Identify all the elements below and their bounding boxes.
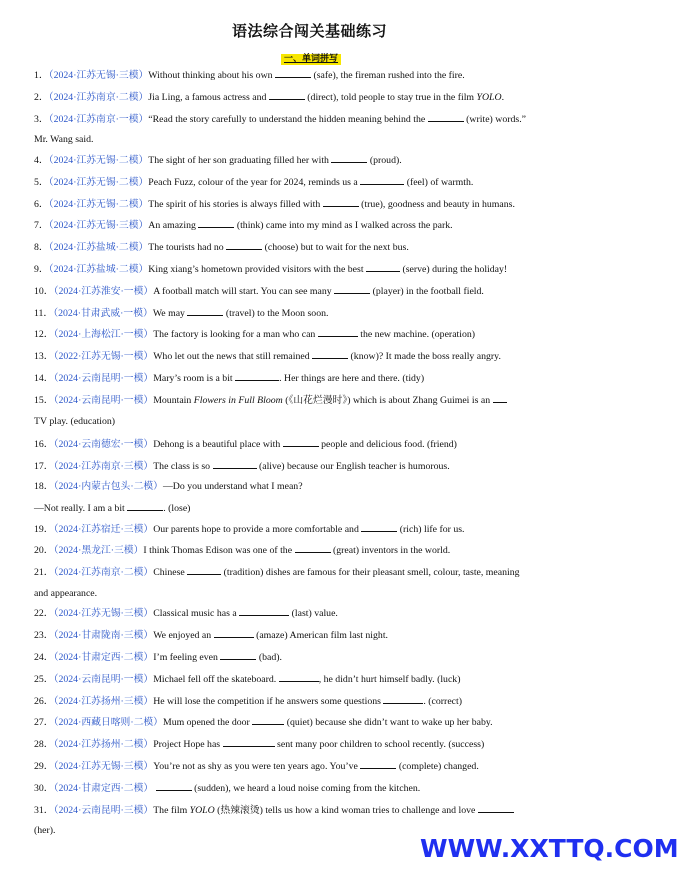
answer-blank-4[interactable] <box>331 153 367 163</box>
question-19: 19．（2024·江苏宿迁·三模）Our parents hope to provide a more comfortable and (rich) life for us. <box>34 524 465 535</box>
question-3-continued: Mr. Wang said. <box>34 134 94 145</box>
page-title: 语法综合闯关基础练习 <box>231 22 387 40</box>
answer-blank-3[interactable] <box>428 112 464 122</box>
answer-blank-17[interactable] <box>213 459 257 469</box>
site-watermark: WWW.XXTTQ.COM <box>420 834 679 863</box>
answer-blank-18[interactable] <box>127 501 163 511</box>
question-26: 26．（2024·江苏扬州·三模）He will lose the competition if he answers some questions . (correct) <box>34 696 463 707</box>
answer-blank-22[interactable] <box>239 606 289 616</box>
question-31-continued: (her). <box>34 825 56 836</box>
question-16: 16．（2024·云南德宏·一模）Dehong is a beautiful place with people and delicious food. (friend) <box>34 439 457 450</box>
question-18-continued: —Not really. I am a bit . (lose) <box>34 503 191 514</box>
answer-blank-14[interactable] <box>235 371 279 381</box>
question-7: 7．（2024·江苏无锡·三模）An amazing (think) came into my mind as I walked across the park. <box>34 220 453 231</box>
answer-blank-20[interactable] <box>295 543 331 553</box>
question-3: 3．（2024·江苏南京·一模）“Read the story carefully to understand the hidden meaning behind the (write) words.” <box>34 114 527 125</box>
answer-blank-15[interactable] <box>493 393 507 403</box>
question-17: 17．（2024·江苏南京·三模）The class is so (alive) because our English teacher is humorous. <box>34 461 450 472</box>
answer-blank-16[interactable] <box>283 437 319 447</box>
answer-blank-25[interactable] <box>279 672 319 682</box>
answer-blank-30[interactable] <box>156 781 192 791</box>
answer-blank-7[interactable] <box>198 218 234 228</box>
question-29: 29．（2024·江苏无锡·三模）You’re not as shy as you were ten years ago. You’ve (complete) changed. <box>34 761 479 772</box>
question-6: 6．（2024·江苏无锡·二模）The spirit of his stories is always filled with (true), goodness and beauty in humans. <box>34 199 515 210</box>
question-25: 25．（2024·云南昆明·一模）Michael fell off the skateboard. , he didn’t hurt himself badly. (luck) <box>34 674 461 685</box>
question-31: 31．（2024·云南昆明·三模）The film YOLO (热辣滚烫) tells us how a kind woman tries to challenge and love <box>34 803 619 818</box>
question-15-continued: TV play. (education) <box>34 416 116 427</box>
question-15: 15．（2024·云南昆明·一模）Mountain Flowers in Full Bloom (《山花烂漫时》) which is about Zhang Guimei is an <box>34 393 619 408</box>
answer-blank-10[interactable] <box>334 284 370 294</box>
answer-blank-1[interactable] <box>275 68 311 78</box>
answer-blank-11[interactable] <box>187 306 223 316</box>
question-2: 2．（2024·江苏南京·二模）Jia Ling, a famous actress and (direct), told people to stay true in the film YOLO. <box>34 92 505 103</box>
question-14: 14．（2024·云南昆明·一模）Mary’s room is a bit . Her things are here and there. (tidy) <box>34 373 425 384</box>
answer-blank-8[interactable] <box>226 240 262 250</box>
answer-blank-2[interactable] <box>269 90 305 100</box>
question-11: 11．（2024·甘肃武威·一模）We may (travel) to the Moon soon. <box>34 308 329 319</box>
question-22: 22．（2024·江苏无锡·三模）Classical music has a (last) value. <box>34 608 338 619</box>
answer-blank-5[interactable] <box>360 175 404 185</box>
answer-blank-21[interactable] <box>187 565 221 575</box>
question-30: 30．（2024·甘肃定西·二模） (sudden), we heard a loud noise coming from the kitchen. <box>34 783 421 794</box>
question-8: 8．（2024·江苏盐城·二模）The tourists had no (choose) but to wait for the next bus. <box>34 242 409 253</box>
answer-blank-28[interactable] <box>223 737 275 747</box>
answer-blank-12[interactable] <box>318 327 358 337</box>
question-9: 9．（2024·江苏盐城·二模）King xiang’s hometown provided visitors with the best (serve) during the holiday! <box>34 264 508 275</box>
answer-blank-27[interactable] <box>252 715 284 725</box>
question-21: 21．（2024·江苏南京·二模）Chinese (tradition) dishes are famous for their pleasant smell, colour, taste, meaning <box>34 567 520 578</box>
question-21-continued: and appearance. <box>34 588 98 599</box>
question-23: 23．（2024·甘肃陇南·三模）We enjoyed an (amaze) American film last night. <box>34 630 388 641</box>
answer-blank-26[interactable] <box>383 694 423 704</box>
answer-blank-9[interactable] <box>366 262 400 272</box>
question-4: 4．（2024·江苏无锡·二模）The sight of her son graduating filled her with (proud). <box>34 155 402 166</box>
question-20: 20．（2024·黑龙江·三模）I think Thomas Edison was one of the (great) inventors in the world. <box>34 545 451 556</box>
answer-blank-13[interactable] <box>312 349 348 359</box>
question-5: 5．（2024·江苏无锡·二模）Peach Fuzz, colour of the year for 2024, reminds us a (feel) of warmth. <box>34 177 474 188</box>
question-24: 24．（2024·甘肃定西·二模）I’m feeling even (bad). <box>34 652 282 663</box>
answer-blank-24[interactable] <box>220 650 256 660</box>
answer-blank-6[interactable] <box>323 197 359 207</box>
question-1: 1．（2024·江苏无锡·三模）Without thinking about his own (safe), the fireman rushed into the fire. <box>34 70 465 81</box>
question-27: 27．（2024·西藏日喀则·二模）Mum opened the door (quiet) because she didn’t want to wake up her baby. <box>34 717 493 728</box>
answer-blank-31[interactable] <box>478 803 514 813</box>
question-13: 13．（2022·江苏无锡·一模）Who let out the news that still remained (know)? It made the boss really angry. <box>34 351 501 362</box>
answer-blank-19[interactable] <box>361 522 397 532</box>
section-heading: 一、单词拼写 <box>281 54 341 65</box>
answer-blank-23[interactable] <box>214 628 254 638</box>
question-12: 12．（2024·上海松江·一模）The factory is looking for a man who can the new machine. (operation) <box>34 329 476 340</box>
question-28: 28．（2024·江苏扬州·二模）Project Hope has sent many poor children to school recently. (success) <box>34 739 485 750</box>
answer-blank-29[interactable] <box>360 759 396 769</box>
question-18: 18．（2024·内蒙古包头·二模）—Do you understand what I mean? <box>34 481 303 492</box>
question-10: 10．（2024·江苏淮安·一模）A football match will start. You can see many (player) in the football field. <box>34 286 484 297</box>
